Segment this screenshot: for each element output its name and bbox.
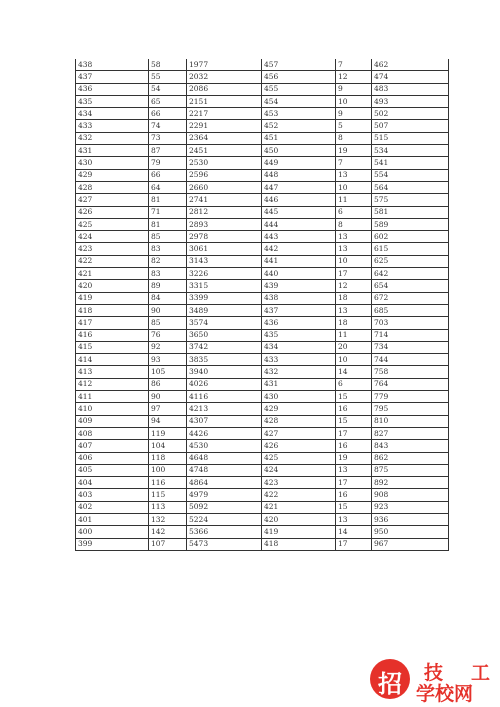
table-row (76, 366, 449, 378)
table-cell: 65 (149, 95, 187, 107)
table-cell: 654 (372, 280, 449, 292)
table-cell: 3742 (187, 341, 262, 353)
table-row (76, 194, 449, 206)
table-cell: 474 (372, 71, 449, 83)
table-cell: 541 (372, 157, 449, 169)
table-cell: 502 (372, 108, 449, 120)
table-cell: 424 (262, 464, 336, 476)
table-cell: 703 (372, 317, 449, 329)
table-cell: 81 (149, 218, 187, 230)
table-cell: 401 (76, 513, 149, 525)
table-row (76, 59, 449, 71)
table-cell: 417 (76, 317, 149, 329)
table-cell: 2978 (187, 231, 262, 243)
table-cell: 93 (149, 354, 187, 366)
table-cell: 13 (336, 513, 372, 525)
table-row (76, 440, 449, 452)
table-cell: 4530 (187, 440, 262, 452)
table-row (76, 427, 449, 439)
table-cell: 8 (336, 132, 372, 144)
table-cell: 115 (149, 489, 187, 501)
table-cell: 81 (149, 194, 187, 206)
table-cell: 2812 (187, 206, 262, 218)
table-cell: 451 (262, 132, 336, 144)
table-cell: 12 (336, 280, 372, 292)
table-cell: 13 (336, 304, 372, 316)
table-cell: 83 (149, 268, 187, 280)
watermark-logo-icon (370, 659, 410, 699)
table-cell: 429 (76, 169, 149, 181)
table-cell: 4648 (187, 452, 262, 464)
table-row (76, 513, 449, 525)
table-cell: 132 (149, 513, 187, 525)
table-cell: 438 (76, 59, 149, 71)
table-cell: 534 (372, 145, 449, 157)
table-cell: 16 (336, 489, 372, 501)
table-cell: 3143 (187, 255, 262, 267)
table-cell: 779 (372, 391, 449, 403)
table-cell: 589 (372, 218, 449, 230)
table-cell: 10 (336, 181, 372, 193)
table-cell: 421 (76, 268, 149, 280)
table-cell: 4026 (187, 378, 262, 390)
table-row (76, 415, 449, 427)
table-cell: 100 (149, 464, 187, 476)
table-cell: 9 (336, 108, 372, 120)
table-cell: 74 (149, 120, 187, 132)
table-cell: 119 (149, 427, 187, 439)
table-cell: 420 (262, 513, 336, 525)
table-cell: 113 (149, 501, 187, 513)
table-cell: 14 (336, 526, 372, 538)
table-cell: 7 (336, 59, 372, 71)
table-row (76, 317, 449, 329)
table-row (76, 464, 449, 476)
table-cell: 5092 (187, 501, 262, 513)
table-row (76, 218, 449, 230)
table-cell: 90 (149, 304, 187, 316)
table-cell: 437 (262, 304, 336, 316)
table-cell: 758 (372, 366, 449, 378)
table-cell: 437 (76, 71, 149, 83)
table-cell: 418 (262, 538, 336, 550)
table-cell: 429 (262, 403, 336, 415)
table-cell: 18 (336, 292, 372, 304)
table-cell: 615 (372, 243, 449, 255)
table-cell: 455 (262, 83, 336, 95)
table-cell: 14 (336, 366, 372, 378)
watermark-char-b: 工 (470, 662, 490, 684)
table-cell: 422 (76, 255, 149, 267)
table-cell: 107 (149, 538, 187, 550)
table-cell: 8 (336, 218, 372, 230)
table-cell: 422 (262, 489, 336, 501)
table-cell: 84 (149, 292, 187, 304)
table-row (76, 206, 449, 218)
table-row (76, 145, 449, 157)
table-cell: 85 (149, 231, 187, 243)
table-cell: 446 (262, 194, 336, 206)
table-row (76, 132, 449, 144)
table-cell: 4213 (187, 403, 262, 415)
table-cell: 444 (262, 218, 336, 230)
table-row (76, 280, 449, 292)
table-cell: 64 (149, 181, 187, 193)
table-cell: 71 (149, 206, 187, 218)
table-row (76, 231, 449, 243)
table-cell: 94 (149, 415, 187, 427)
table-cell: 435 (262, 329, 336, 341)
table-cell: 430 (262, 391, 336, 403)
table-cell: 20 (336, 341, 372, 353)
table-row (76, 268, 449, 280)
table-cell: 97 (149, 403, 187, 415)
table-row (76, 452, 449, 464)
table-cell: 66 (149, 108, 187, 120)
table-cell: 810 (372, 415, 449, 427)
table-cell: 3315 (187, 280, 262, 292)
table-cell: 7 (336, 157, 372, 169)
table-cell: 3835 (187, 354, 262, 366)
score-table (75, 59, 449, 551)
table-cell: 431 (76, 145, 149, 157)
table-cell: 456 (262, 71, 336, 83)
table-cell: 4748 (187, 464, 262, 476)
table-cell: 2151 (187, 95, 262, 107)
table-cell: 15 (336, 391, 372, 403)
table-cell: 936 (372, 513, 449, 525)
table-cell: 17 (336, 427, 372, 439)
table-row (76, 243, 449, 255)
table-cell: 442 (262, 243, 336, 255)
watermark-char-a: 技 (424, 662, 444, 684)
table-cell: 2032 (187, 71, 262, 83)
table-cell: 76 (149, 329, 187, 341)
table-cell: 448 (262, 169, 336, 181)
table-cell: 431 (262, 378, 336, 390)
table-cell: 415 (76, 341, 149, 353)
table-cell: 409 (76, 415, 149, 427)
table-cell: 967 (372, 538, 449, 550)
table-cell: 2660 (187, 181, 262, 193)
table-cell: 86 (149, 378, 187, 390)
table-cell: 3574 (187, 317, 262, 329)
table-cell: 105 (149, 366, 187, 378)
table-cell: 714 (372, 329, 449, 341)
table-row (76, 304, 449, 316)
table-cell: 400 (76, 526, 149, 538)
table-cell: 3650 (187, 329, 262, 341)
table-cell: 17 (336, 538, 372, 550)
table-cell: 13 (336, 169, 372, 181)
table-cell: 406 (76, 452, 149, 464)
table-cell: 462 (372, 59, 449, 71)
table-row (76, 71, 449, 83)
table-cell: 428 (262, 415, 336, 427)
table-cell: 427 (76, 194, 149, 206)
table-cell: 3226 (187, 268, 262, 280)
table-cell: 10 (336, 354, 372, 366)
table-cell: 405 (76, 464, 149, 476)
table-cell: 862 (372, 452, 449, 464)
table-row (76, 489, 449, 501)
table-cell: 426 (262, 440, 336, 452)
table-cell: 5366 (187, 526, 262, 538)
table-cell: 13 (336, 231, 372, 243)
table-cell: 2451 (187, 145, 262, 157)
table-cell: 424 (76, 231, 149, 243)
table-cell: 82 (149, 255, 187, 267)
table-cell: 440 (262, 268, 336, 280)
table-cell: 12 (336, 71, 372, 83)
table-row (76, 108, 449, 120)
table-cell: 4979 (187, 489, 262, 501)
table-row (76, 526, 449, 538)
table-cell: 5473 (187, 538, 262, 550)
table-cell: 17 (336, 268, 372, 280)
table-cell: 445 (262, 206, 336, 218)
table-cell: 89 (149, 280, 187, 292)
table-row (76, 120, 449, 132)
table-cell: 453 (262, 108, 336, 120)
table-cell: 418 (76, 304, 149, 316)
table-cell: 4116 (187, 391, 262, 403)
table-row (76, 181, 449, 193)
table-row (76, 83, 449, 95)
table-cell: 5 (336, 120, 372, 132)
table-cell: 575 (372, 194, 449, 206)
table-cell: 10 (336, 95, 372, 107)
table-cell: 3061 (187, 243, 262, 255)
table-cell: 9 (336, 83, 372, 95)
table-cell: 427 (262, 427, 336, 439)
table-cell: 447 (262, 181, 336, 193)
table-cell: 3489 (187, 304, 262, 316)
table-cell: 507 (372, 120, 449, 132)
table-cell: 2530 (187, 157, 262, 169)
table-cell: 564 (372, 181, 449, 193)
table-cell: 13 (336, 464, 372, 476)
table-row (76, 95, 449, 107)
site-watermark (370, 657, 492, 705)
table-cell: 554 (372, 169, 449, 181)
table-cell: 2741 (187, 194, 262, 206)
table-cell: 58 (149, 59, 187, 71)
table-cell: 3940 (187, 366, 262, 378)
table-cell: 87 (149, 145, 187, 157)
table-cell: 454 (262, 95, 336, 107)
table-row (76, 378, 449, 390)
table-cell: 402 (76, 501, 149, 513)
table-cell: 73 (149, 132, 187, 144)
table-cell: 414 (76, 354, 149, 366)
table-cell: 423 (262, 477, 336, 489)
table-cell: 6 (336, 206, 372, 218)
table-cell: 4864 (187, 477, 262, 489)
table-row (76, 341, 449, 353)
table-cell: 436 (76, 83, 149, 95)
table-cell: 439 (262, 280, 336, 292)
table-cell: 493 (372, 95, 449, 107)
table-cell: 17 (336, 477, 372, 489)
table-cell: 432 (76, 132, 149, 144)
table-cell: 142 (149, 526, 187, 538)
table-cell: 5224 (187, 513, 262, 525)
table-cell: 118 (149, 452, 187, 464)
table-cell: 19 (336, 452, 372, 464)
table-cell: 2893 (187, 218, 262, 230)
table-cell: 452 (262, 120, 336, 132)
table-cell: 423 (76, 243, 149, 255)
table-cell: 11 (336, 194, 372, 206)
table-row (76, 157, 449, 169)
table-cell: 407 (76, 440, 149, 452)
table-cell: 412 (76, 378, 149, 390)
table-row (76, 477, 449, 489)
table-cell: 2291 (187, 120, 262, 132)
table-cell: 450 (262, 145, 336, 157)
table-cell: 434 (262, 341, 336, 353)
table-cell: 435 (76, 95, 149, 107)
table-cell: 408 (76, 427, 149, 439)
table-cell: 416 (76, 329, 149, 341)
table-cell: 18 (336, 317, 372, 329)
table-cell: 625 (372, 255, 449, 267)
table-cell: 843 (372, 440, 449, 452)
table-cell: 6 (336, 378, 372, 390)
watermark-logo-char: 招 (378, 670, 402, 698)
table-cell: 13 (336, 243, 372, 255)
table-cell: 10 (336, 255, 372, 267)
table-cell: 15 (336, 415, 372, 427)
table-cell: 875 (372, 464, 449, 476)
table-cell: 2217 (187, 108, 262, 120)
table-cell: 764 (372, 378, 449, 390)
table-cell: 83 (149, 243, 187, 255)
table-cell: 1977 (187, 59, 262, 71)
table-cell: 433 (262, 354, 336, 366)
table-cell: 430 (76, 157, 149, 169)
table-cell: 428 (76, 181, 149, 193)
table-row (76, 501, 449, 513)
table-cell: 404 (76, 477, 149, 489)
table-cell: 483 (372, 83, 449, 95)
score-table-body (76, 59, 449, 550)
table-cell: 795 (372, 403, 449, 415)
table-row (76, 255, 449, 267)
table-cell: 457 (262, 59, 336, 71)
table-cell: 581 (372, 206, 449, 218)
table-cell: 734 (372, 341, 449, 353)
table-cell: 2596 (187, 169, 262, 181)
table-cell: 16 (336, 440, 372, 452)
table-row (76, 329, 449, 341)
table-cell: 420 (76, 280, 149, 292)
table-cell: 104 (149, 440, 187, 452)
watermark-line2: 学校网 (416, 683, 474, 705)
table-cell: 436 (262, 317, 336, 329)
table-cell: 4307 (187, 415, 262, 427)
table-cell: 426 (76, 206, 149, 218)
table-cell: 827 (372, 427, 449, 439)
table-cell: 425 (76, 218, 149, 230)
table-cell: 744 (372, 354, 449, 366)
table-cell: 433 (76, 120, 149, 132)
table-cell: 403 (76, 489, 149, 501)
table-cell: 11 (336, 329, 372, 341)
table-cell: 672 (372, 292, 449, 304)
table-row (76, 391, 449, 403)
table-cell: 419 (262, 526, 336, 538)
table-cell: 413 (76, 366, 149, 378)
table-cell: 66 (149, 169, 187, 181)
table-cell: 438 (262, 292, 336, 304)
table-cell: 16 (336, 403, 372, 415)
table-cell: 85 (149, 317, 187, 329)
table-cell: 116 (149, 477, 187, 489)
table-cell: 2364 (187, 132, 262, 144)
table-cell: 950 (372, 526, 449, 538)
table-cell: 642 (372, 268, 449, 280)
table-cell: 54 (149, 83, 187, 95)
table-cell: 602 (372, 231, 449, 243)
table-cell: 432 (262, 366, 336, 378)
table-cell: 515 (372, 132, 449, 144)
table-cell: 443 (262, 231, 336, 243)
table-cell: 4426 (187, 427, 262, 439)
table-row (76, 169, 449, 181)
table-cell: 434 (76, 108, 149, 120)
table-cell: 449 (262, 157, 336, 169)
table-cell: 55 (149, 71, 187, 83)
table-cell: 892 (372, 477, 449, 489)
table-cell: 19 (336, 145, 372, 157)
table-cell: 923 (372, 501, 449, 513)
table-row (76, 538, 449, 550)
table-row (76, 403, 449, 415)
table-cell: 3399 (187, 292, 262, 304)
table-cell: 90 (149, 391, 187, 403)
table-cell: 908 (372, 489, 449, 501)
table-cell: 399 (76, 538, 149, 550)
table-cell: 419 (76, 292, 149, 304)
table-cell: 425 (262, 452, 336, 464)
table-cell: 421 (262, 501, 336, 513)
table-cell: 411 (76, 391, 149, 403)
table-cell: 2086 (187, 83, 262, 95)
table-cell: 92 (149, 341, 187, 353)
table-row (76, 354, 449, 366)
table-row (76, 292, 449, 304)
table-cell: 79 (149, 157, 187, 169)
table-cell: 410 (76, 403, 149, 415)
score-table-container (75, 59, 448, 551)
table-cell: 685 (372, 304, 449, 316)
table-cell: 441 (262, 255, 336, 267)
table-cell: 15 (336, 501, 372, 513)
